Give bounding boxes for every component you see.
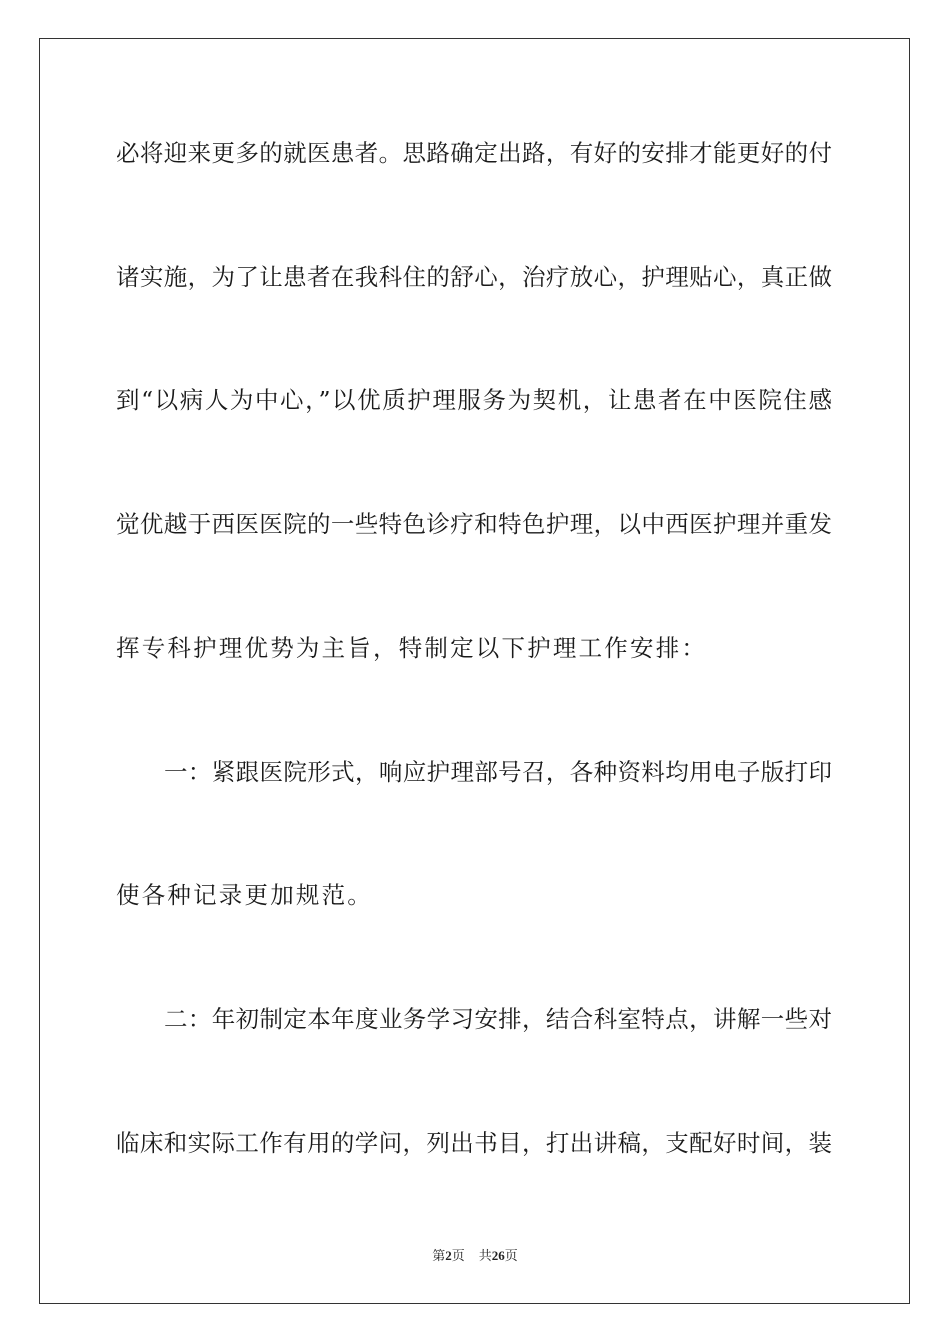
page-footer bbox=[0, 1247, 950, 1266]
body-text-line-1: 必将迎来更多的就医患者。思路确定出路，有好的安排才能更好的付 bbox=[116, 139, 832, 167]
section-one-line-1: 一：紧跟医院形式，响应护理部号召，各种资料均用电子版打印 bbox=[164, 758, 832, 786]
page-suffix: 页 bbox=[451, 1249, 465, 1264]
page-border bbox=[39, 38, 910, 1304]
total-prefix: 共 bbox=[478, 1249, 492, 1264]
section-two-line-2: 临床和实际工作有用的学问，列出书目，打出讲稿，支配好时间，装 bbox=[116, 1129, 832, 1157]
page-prefix: 第 bbox=[432, 1249, 446, 1264]
total-suffix: 页 bbox=[504, 1249, 518, 1264]
body-text-line-5: 挥专科护理优势为主旨，特制定以下护理工作安排： bbox=[116, 634, 708, 662]
page-number: 2 bbox=[445, 1248, 452, 1263]
section-two-line-1: 二：年初制定本年度业务学习安排，结合科室特点，讲解一些对 bbox=[164, 1005, 832, 1033]
body-text-line-4: 觉优越于西医医院的一些特色诊疗和特色护理，以中西医护理并重发 bbox=[116, 510, 832, 538]
total-pages: 26 bbox=[491, 1248, 505, 1263]
body-text-line-2: 诸实施，为了让患者在我科住的舒心，治疗放心，护理贴心，真正做 bbox=[116, 263, 832, 291]
section-one-line-2: 使各种记录更加规范。 bbox=[116, 881, 373, 909]
body-text-line-3: 到“以病人为中心，”以优质护理服务为契机，让患者在中医院住感 bbox=[116, 386, 832, 414]
